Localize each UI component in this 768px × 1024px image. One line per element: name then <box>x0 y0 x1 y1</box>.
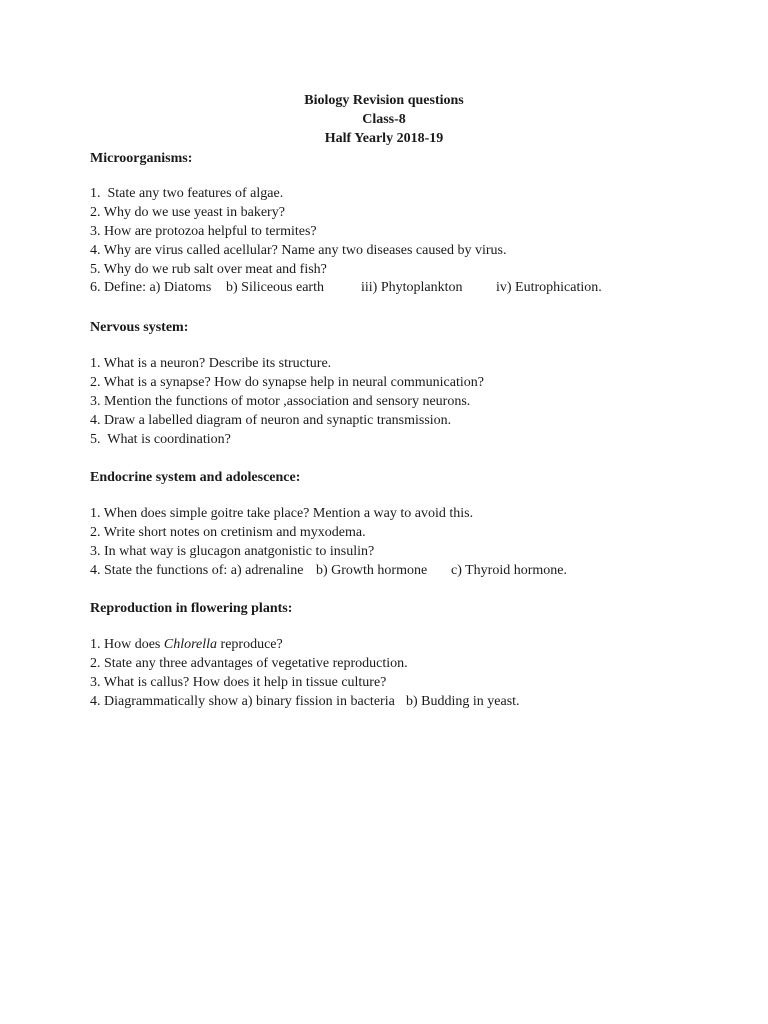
list-item <box>90 636 408 655</box>
question-option: c) Thyroid hormone. <box>451 562 567 578</box>
question-list-reproduction <box>90 636 520 712</box>
question-text: 2. What is a synapse? How do synapse help in neural communication? <box>90 374 484 390</box>
list-item <box>90 693 520 712</box>
list-item <box>90 655 408 674</box>
question-text: 3. How are protozoa helpful to termites? <box>90 223 317 239</box>
section-heading-endocrine-system: Endocrine system and adolescence: <box>90 470 301 485</box>
question-list-nervous-system <box>90 355 484 449</box>
question-text: 6. Define: a) Diatoms <box>90 280 212 296</box>
question-text: 4. State the functions of: a) adrenaline <box>90 562 304 578</box>
question-list-endocrine-system <box>90 505 567 581</box>
list-item <box>90 279 602 298</box>
list-item <box>90 223 506 242</box>
class-label: Class-8 <box>362 112 406 127</box>
question-text: 2. Why do we use yeast in bakery? <box>90 204 285 220</box>
list-item <box>90 261 506 280</box>
list-item <box>90 431 484 450</box>
list-item <box>90 505 473 524</box>
list-item <box>90 412 484 431</box>
question-text: 4. Draw a labelled diagram of neuron and synaptic transmission. <box>90 412 452 428</box>
question-text: 1. State any two features of algae. <box>90 186 284 201</box>
section-heading-nervous-system: Nervous system: <box>90 320 189 335</box>
question-text-pre: 1. How does <box>90 637 164 652</box>
question-text: 3. Mention the functions of motor ,association and sensory neurons. <box>90 393 471 409</box>
question-option: iv) Eutrophication. <box>496 280 602 296</box>
list-item <box>90 374 484 393</box>
question-text: 5. What is coordination? <box>90 431 231 447</box>
question-option: b) Siliceous earth <box>226 280 324 296</box>
question-text-post: reproduce? <box>217 637 283 652</box>
question-text: 1. When does simple goitre take place? Mention a way to avoid this. <box>90 506 474 521</box>
list-item <box>90 524 473 543</box>
list-item <box>90 674 408 693</box>
section-heading-reproduction: Reproduction in flowering plants: <box>90 601 293 616</box>
question-option: b) Growth hormone <box>316 562 428 578</box>
title-block <box>0 91 768 148</box>
question-text: 2. Write short notes on cretinism and myxodema. <box>90 524 366 540</box>
question-text: 1. What is a neuron? Describe its structure. <box>90 356 332 371</box>
list-item <box>90 543 473 562</box>
list-item <box>90 562 567 581</box>
question-text: 3. What is callus? How does it help in tissue culture? <box>90 674 387 690</box>
question-text-italic: Chlorella <box>163 637 218 652</box>
question-option: b) Budding in yeast. <box>406 693 520 709</box>
list-item <box>90 204 506 223</box>
list-item <box>90 355 484 374</box>
question-text: 4. Why are virus called acellular? Name any two diseases caused by virus. <box>90 242 507 258</box>
question-text: 5. Why do we rub salt over meat and fish? <box>90 261 327 277</box>
question-option: iii) Phytoplankton <box>361 280 463 296</box>
question-list-microorganisms <box>90 185 602 298</box>
question-text: 4. Diagrammatically show a) binary fission in bacteria <box>90 693 395 709</box>
list-item <box>90 242 506 261</box>
list-item <box>90 185 506 204</box>
exam-label: Half Yearly 2018-19 <box>324 131 444 146</box>
document-title: Biology Revision questions <box>304 93 464 108</box>
question-text: 2. State any three advantages of vegetative reproduction. <box>90 655 408 671</box>
list-item <box>90 393 484 412</box>
question-text: 3. In what way is glucagon anatgonistic to insulin? <box>90 543 375 559</box>
section-heading-microorganisms: Microorganisms: <box>90 151 193 166</box>
